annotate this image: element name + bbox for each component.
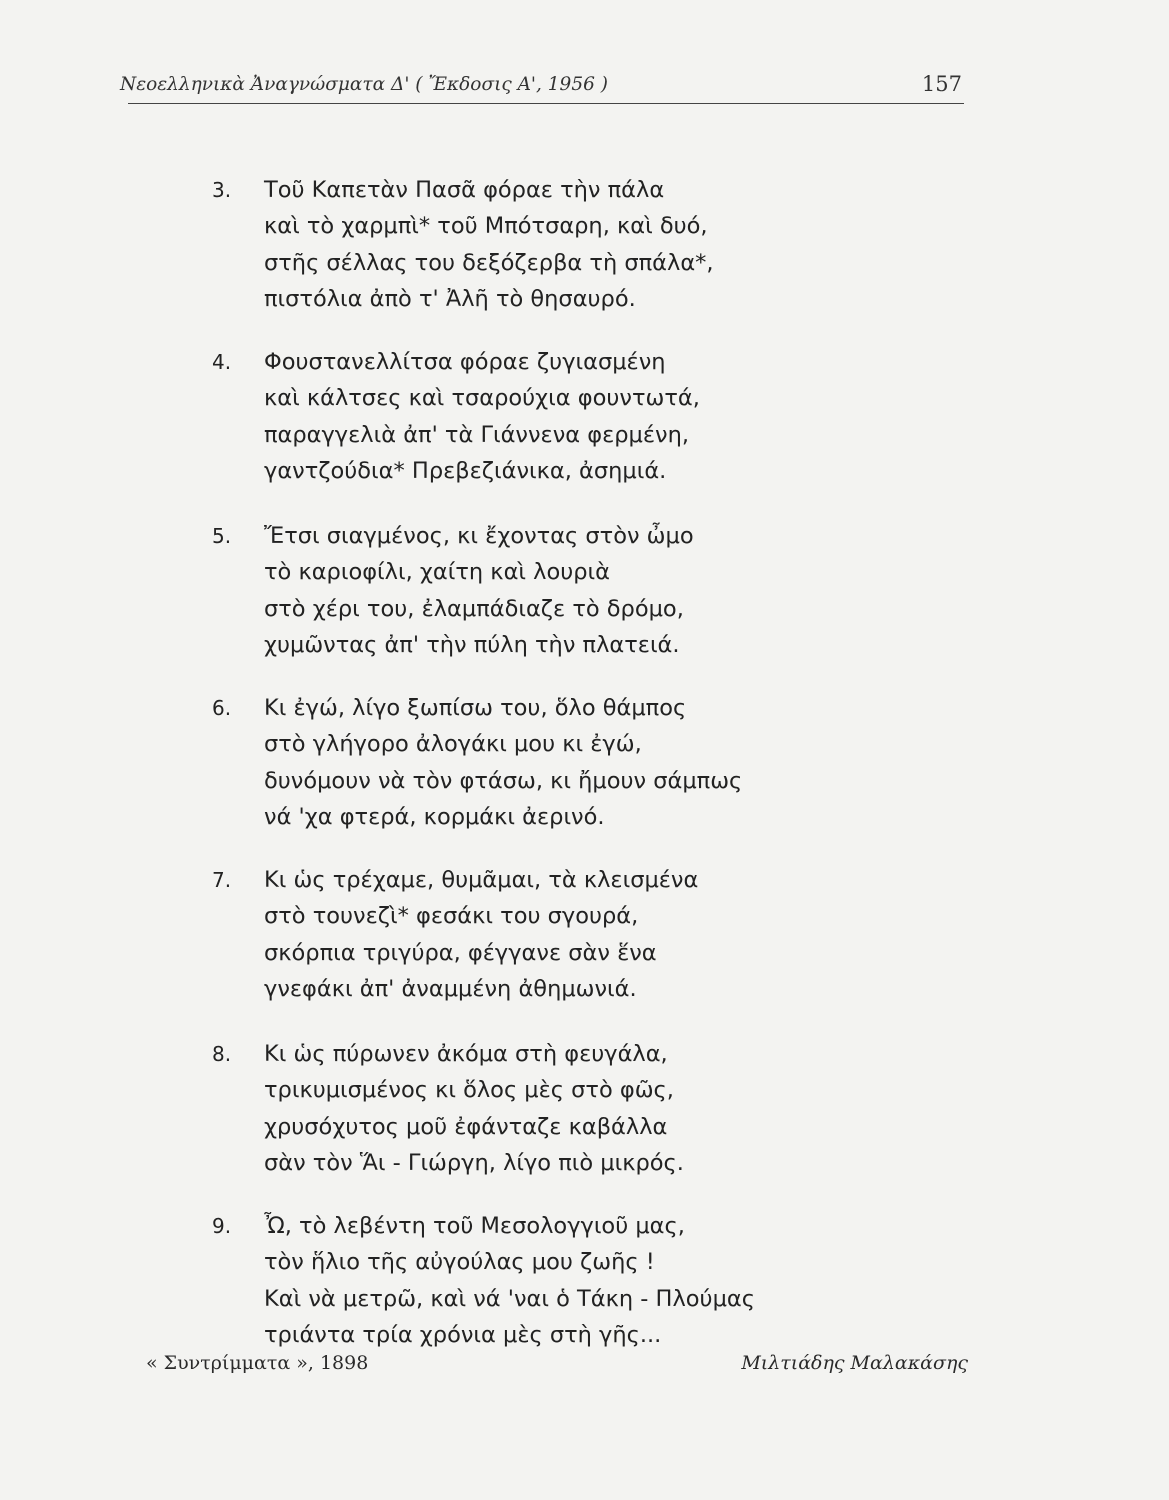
verse-line: τριάντα τρία χρόνια μὲς στὴ γῆς...: [264, 1321, 662, 1348]
stanza-number: 5.: [212, 524, 232, 548]
verse-line: Ὦ, τὸ λεβέντη τοῦ Μεσολογγιοῦ μας,: [264, 1213, 685, 1239]
stanza-number: 9.: [212, 1214, 232, 1238]
verse-line: Τοῦ Καπετὰν Πασᾶ φόραε τὴν πάλα: [264, 177, 665, 203]
verse-line: Κι ἐγώ, λίγο ξωπίσω του, ὅλο θάμπος: [264, 695, 687, 721]
verse-line: γαντζούδια* Πρεβεζιάνικα, ἀσημιά.: [264, 457, 667, 484]
verse-line: Φουστανελλίτσα φόραε ζυγιασμένη: [264, 349, 666, 375]
stanza-lines: [264, 1208, 984, 1353]
verse-line: καὶ τὸ χαρμπὶ* τοῦ Μπότσαρη, καὶ δυό,: [264, 213, 708, 240]
stanza-lines: [264, 1036, 984, 1181]
verse-line: τρικυμισμένος κι ὅλος μὲς στὸ φῶς,: [264, 1077, 674, 1104]
stanza-lines: [264, 862, 984, 1007]
verse-line: χυμῶντας ἀπ' τὴν πύλη τὴν πλατειά.: [264, 631, 680, 658]
verse-line: καὶ κάλτσες καὶ τσαρούχια φουντωτά,: [264, 385, 700, 412]
stanza-number: 4.: [212, 350, 232, 374]
verse-line: νά 'χα φτερά, κορμάκι ἀερινό.: [264, 803, 605, 830]
verse-line: στῆς σέλλας του δεξόζερβα τὴ σπάλα*,: [264, 249, 714, 276]
stanza-number: 7.: [212, 868, 232, 892]
verse-line: τὸν ἥλιο τῆς αὐγούλας μου ζωῆς !: [264, 1249, 655, 1276]
verse-line: σκόρπια τριγύρα, φέγγανε σὰν ἕνα: [264, 939, 657, 966]
verse-line: πιστόλια ἀπὸ τ' Ἀλῆ τὸ θησαυρό.: [264, 285, 636, 312]
verse-line: στὸ χέρι του, ἐλαμπάδιαζε τὸ δρόμο,: [264, 595, 684, 622]
poem-attribution: [146, 1352, 968, 1382]
stanza-lines: [264, 518, 984, 663]
stanza-lines: [264, 690, 984, 835]
verse-line: χρυσόχυτος μοῦ ἐφάνταζε καβάλλα: [264, 1113, 668, 1140]
stanza-lines: [264, 344, 984, 489]
verse-line: δυνόμουν νὰ τὸν φτάσω, κι ἤμουν σάμπως: [264, 767, 743, 794]
verse-line: παραγγελιὰ ἀπ' τὰ Γιάννενα φερμένη,: [264, 421, 690, 448]
header-rule: [128, 103, 964, 104]
verse-line: Κι ὡς πύρωνεν ἀκόμα στὴ φευγάλα,: [264, 1041, 668, 1067]
stanza-number: 8.: [212, 1042, 232, 1066]
verse-line: στὸ τουνεζὶ* φεσάκι του σγουρά,: [264, 903, 639, 930]
stanza-number: 3.: [212, 178, 232, 202]
verse-line: Ἔτσι σιαγμένος, κι ἔχοντας στὸν ὦμο: [264, 523, 694, 549]
running-title: Νεοελληνικὰ Ἀναγνώσματα Δ' ( Ἔκδοσις Α', 1956 ): [120, 74, 608, 95]
verse-line: σὰν τὸν Ἅι - Γιώργη, λίγο πιὸ μικρός.: [264, 1149, 684, 1176]
source-citation: « Συντρίμματα », 1898: [146, 1352, 369, 1374]
page-number: 157: [921, 72, 962, 96]
verse-line: γνεφάκι ἀπ' ἀναμμένη ἀθημωνιά.: [264, 975, 637, 1002]
verse-line: τὸ καριοφίλι, χαίτη καὶ λουριὰ: [264, 559, 610, 586]
author-name: Μιλτιάδης Μαλακάσης: [741, 1352, 968, 1374]
verse-line: στὸ γλήγορο ἀλογάκι μου κι ἐγώ,: [264, 731, 642, 758]
verse-line: Καὶ νὰ μετρῶ, καὶ νά 'ναι ὁ Τάκη - Πλούμας: [264, 1285, 755, 1312]
running-header: [120, 70, 962, 106]
stanza-lines: [264, 172, 984, 317]
verse-line: Κι ὡς τρέχαμε, θυμᾶμαι, τὰ κλεισμένα: [264, 867, 699, 893]
stanza-number: 6.: [212, 696, 232, 720]
